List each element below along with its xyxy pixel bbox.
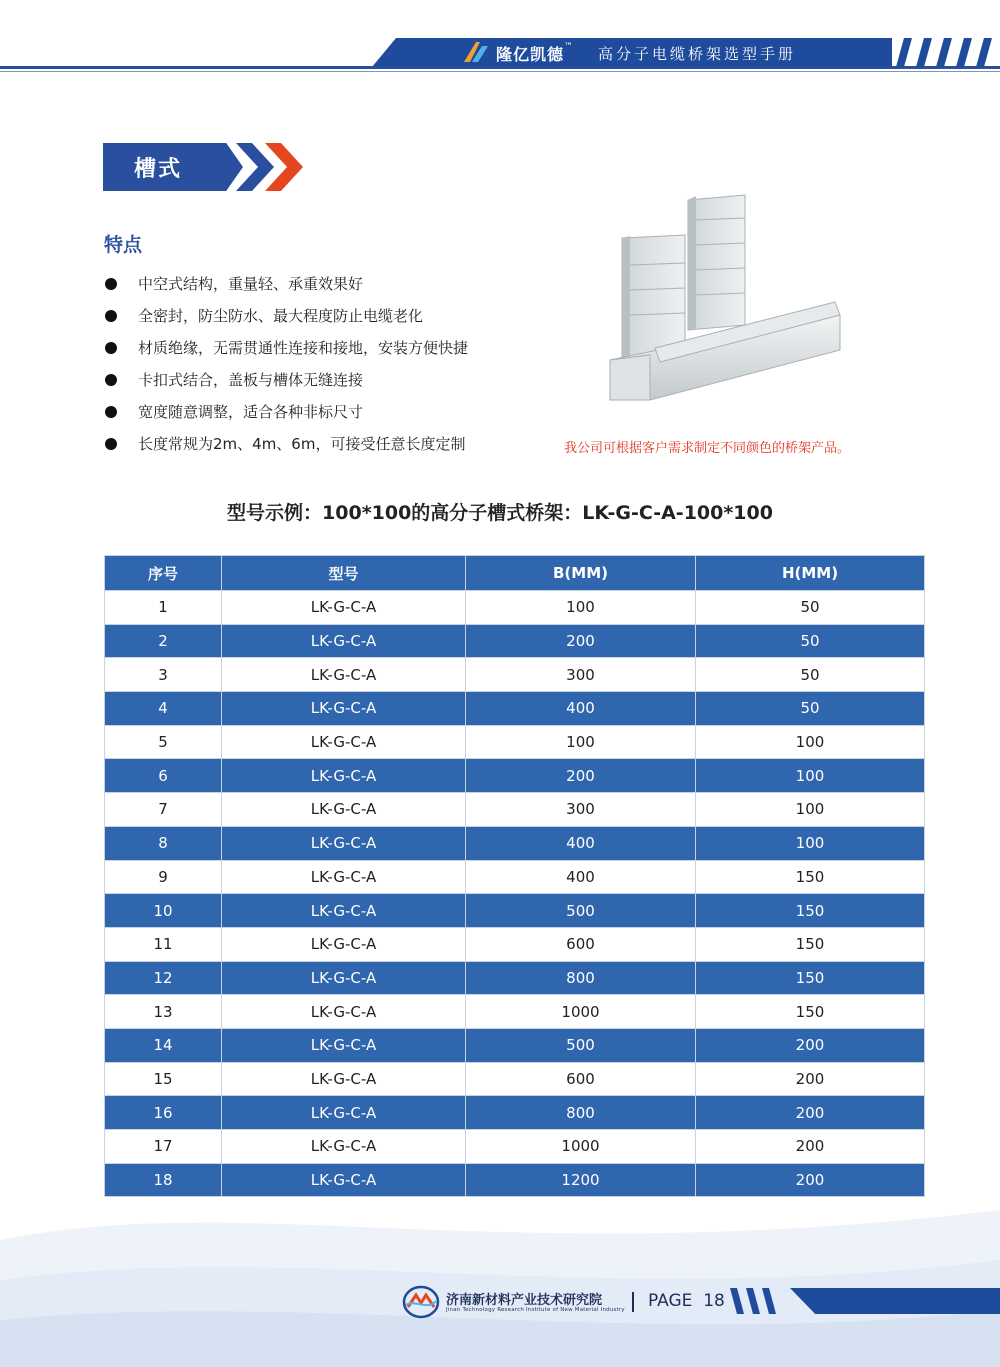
table-cell: 100 bbox=[696, 725, 925, 759]
table-cell: 100 bbox=[696, 793, 925, 827]
table-cell: LK-G-C-A bbox=[222, 1163, 466, 1197]
table-cell: LK-G-C-A bbox=[222, 995, 466, 1029]
model-example: 型号示例：100*100的高分子槽式桥架：LK-G-C-A-100*100 bbox=[227, 502, 773, 524]
table-cell: LK-G-C-A bbox=[222, 1096, 466, 1130]
table-cell: LK-G-C-A bbox=[222, 961, 466, 995]
table-row bbox=[105, 1163, 925, 1197]
table-cell: 500 bbox=[466, 1028, 696, 1062]
features-list bbox=[105, 272, 468, 464]
table-header-row bbox=[105, 556, 925, 591]
table-cell: 100 bbox=[466, 591, 696, 625]
table-cell: 300 bbox=[466, 793, 696, 827]
table-row bbox=[105, 860, 925, 894]
table-cell: 800 bbox=[466, 1096, 696, 1130]
section-title: 槽式 bbox=[134, 157, 183, 182]
table-cell: 400 bbox=[466, 860, 696, 894]
table-cell: 4 bbox=[105, 692, 222, 726]
table-cell: LK-G-C-A bbox=[222, 826, 466, 860]
table-cell: 1000 bbox=[466, 1130, 696, 1164]
table-cell: 200 bbox=[466, 759, 696, 793]
brand-logo-icon bbox=[462, 40, 490, 64]
table-cell: 2 bbox=[105, 624, 222, 658]
background-wave bbox=[0, 1180, 1000, 1367]
table-cell: 100 bbox=[466, 725, 696, 759]
table-cell: LK-G-C-A bbox=[222, 624, 466, 658]
table-cell: 50 bbox=[696, 591, 925, 625]
header-stripe bbox=[936, 38, 952, 67]
table-cell: LK-G-C-A bbox=[222, 658, 466, 692]
feature-item: 宽度随意调整，适合各种非标尺寸 bbox=[105, 400, 468, 432]
table-cell: 800 bbox=[466, 961, 696, 995]
table-cell: 5 bbox=[105, 725, 222, 759]
feature-item: 长度常规为2m、4m、6m，可接受任意长度定制 bbox=[105, 432, 468, 464]
footer-bar bbox=[790, 1288, 1000, 1314]
manual-title: 高分子电缆桥架选型手册 bbox=[598, 45, 797, 63]
feature-item: 全密封，防尘防水、最大程度防止电缆老化 bbox=[105, 304, 468, 336]
table-row bbox=[105, 894, 925, 928]
table-cell: LK-G-C-A bbox=[222, 1028, 466, 1062]
table-cell: LK-G-C-A bbox=[222, 692, 466, 726]
table-body bbox=[105, 591, 925, 1197]
feature-item: 中空式结构，重量轻、承重效果好 bbox=[105, 272, 468, 304]
table-cell: LK-G-C-A bbox=[222, 725, 466, 759]
table-cell: 1200 bbox=[466, 1163, 696, 1197]
table-cell: 200 bbox=[696, 1028, 925, 1062]
institute-name: 济南新材料产业技术研究院 bbox=[446, 1293, 603, 1308]
table-cell: LK-G-C-A bbox=[222, 1130, 466, 1164]
table-cell: 400 bbox=[466, 692, 696, 726]
footer-divider bbox=[632, 1292, 634, 1312]
table-cell: 500 bbox=[466, 894, 696, 928]
column-header: H(MM) bbox=[696, 556, 925, 591]
table-row bbox=[105, 692, 925, 726]
table-row bbox=[105, 961, 925, 995]
table-row bbox=[105, 725, 925, 759]
table-row bbox=[105, 1096, 925, 1130]
table-cell: 150 bbox=[696, 961, 925, 995]
table-row bbox=[105, 759, 925, 793]
table-cell: 18 bbox=[105, 1163, 222, 1197]
table-cell: 14 bbox=[105, 1028, 222, 1062]
page-number: PAGE 18 bbox=[648, 1291, 725, 1311]
table-cell: LK-G-C-A bbox=[222, 927, 466, 961]
table-cell: 50 bbox=[696, 658, 925, 692]
table-row bbox=[105, 624, 925, 658]
table-cell: 10 bbox=[105, 894, 222, 928]
table-row bbox=[105, 591, 925, 625]
table-row bbox=[105, 1062, 925, 1096]
table-cell: 600 bbox=[466, 927, 696, 961]
table-cell: 150 bbox=[696, 927, 925, 961]
table-cell: 1000 bbox=[466, 995, 696, 1029]
table-cell: 150 bbox=[696, 860, 925, 894]
table-row bbox=[105, 793, 925, 827]
table-cell: 200 bbox=[696, 1130, 925, 1164]
table-cell: 11 bbox=[105, 927, 222, 961]
table-cell: 13 bbox=[105, 995, 222, 1029]
feature-item: 材质绝缘，无需贯通性连接和接地，安装方便快捷 bbox=[105, 336, 468, 368]
header-stripe bbox=[976, 38, 992, 67]
feature-item: 卡扣式结合，盖板与槽体无缝连接 bbox=[105, 368, 468, 400]
table-cell: LK-G-C-A bbox=[222, 793, 466, 827]
table-cell: 200 bbox=[466, 624, 696, 658]
table-cell: 3 bbox=[105, 658, 222, 692]
spec-table bbox=[104, 555, 925, 1197]
table-cell: 8 bbox=[105, 826, 222, 860]
table-cell: LK-G-C-A bbox=[222, 860, 466, 894]
table-cell: 16 bbox=[105, 1096, 222, 1130]
table-cell: 150 bbox=[696, 995, 925, 1029]
header-stripe bbox=[956, 38, 972, 67]
table-cell: 50 bbox=[696, 624, 925, 658]
table-cell: 300 bbox=[466, 658, 696, 692]
table-cell: LK-G-C-A bbox=[222, 591, 466, 625]
table-cell: 100 bbox=[696, 759, 925, 793]
table-cell: 400 bbox=[466, 826, 696, 860]
table-cell: 7 bbox=[105, 793, 222, 827]
table-cell: 6 bbox=[105, 759, 222, 793]
institute-name-en: Jinan Technology Research Institute of New Material Industry bbox=[446, 1307, 625, 1313]
table-cell: 150 bbox=[696, 894, 925, 928]
table-row bbox=[105, 826, 925, 860]
table-cell: 100 bbox=[696, 826, 925, 860]
table-cell: 50 bbox=[696, 692, 925, 726]
features-heading: 特点 bbox=[104, 234, 143, 256]
table-row bbox=[105, 995, 925, 1029]
table-row bbox=[105, 1130, 925, 1164]
table-cell: LK-G-C-A bbox=[222, 1062, 466, 1096]
table-cell: 9 bbox=[105, 860, 222, 894]
table-row bbox=[105, 1028, 925, 1062]
table-cell: 200 bbox=[696, 1163, 925, 1197]
table-cell: 200 bbox=[696, 1096, 925, 1130]
table-cell: 12 bbox=[105, 961, 222, 995]
column-header: B(MM) bbox=[466, 556, 696, 591]
header-stripe bbox=[896, 38, 912, 67]
institute-logo-icon bbox=[402, 1285, 440, 1319]
table-row bbox=[105, 658, 925, 692]
header-stripe bbox=[916, 38, 932, 67]
brand-name: 隆亿凯德™ bbox=[496, 42, 575, 64]
table-cell: 15 bbox=[105, 1062, 222, 1096]
table-cell: 17 bbox=[105, 1130, 222, 1164]
column-header: 型号 bbox=[222, 556, 466, 591]
column-header: 序号 bbox=[105, 556, 222, 591]
table-cell: 200 bbox=[696, 1062, 925, 1096]
product-image bbox=[600, 190, 850, 410]
header-rule-thin bbox=[0, 71, 1000, 72]
table-cell: 600 bbox=[466, 1062, 696, 1096]
table-cell: LK-G-C-A bbox=[222, 759, 466, 793]
product-color-note: 我公司可根据客户需求制定不同颜色的桥架产品。 bbox=[564, 441, 851, 456]
table-row bbox=[105, 927, 925, 961]
table-cell: 1 bbox=[105, 591, 222, 625]
table-cell: LK-G-C-A bbox=[222, 894, 466, 928]
